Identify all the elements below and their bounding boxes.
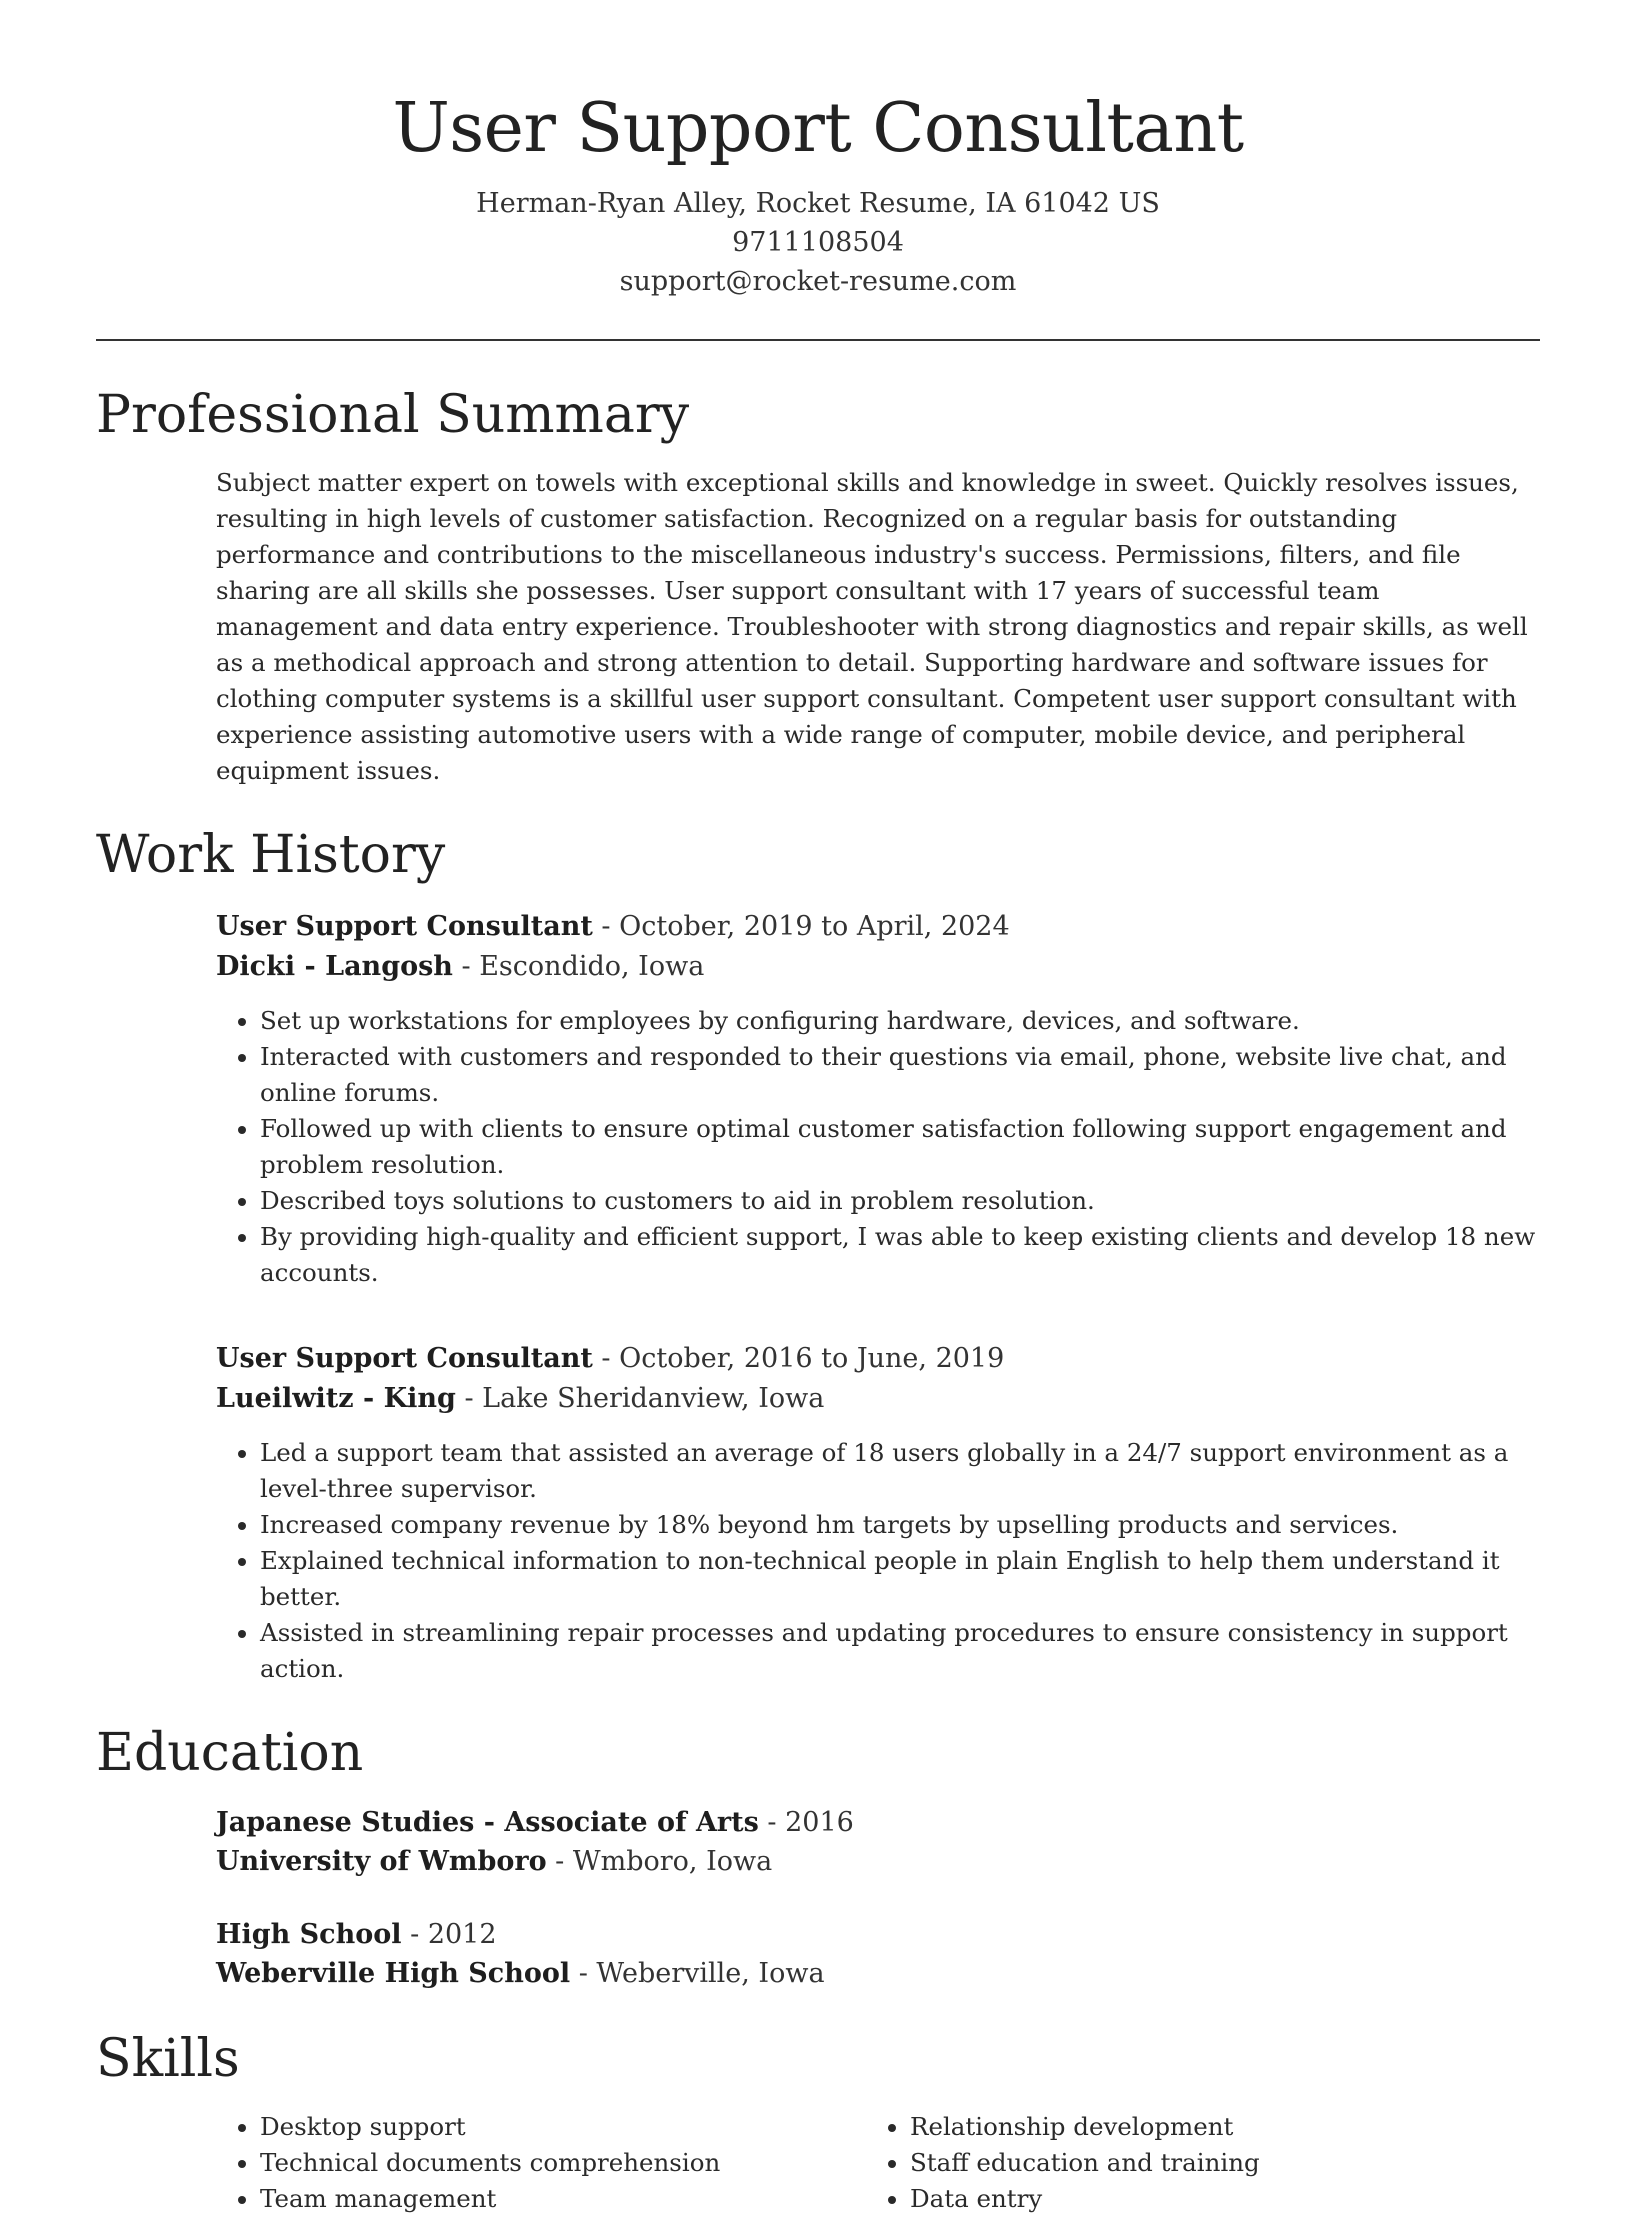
list-item: • By providing high-quality and efficient support, I was able to keep existing clients and develop 18 new accounts. bbox=[260, 1219, 1540, 1291]
job-company-line bbox=[216, 947, 1540, 987]
list-item: • Led a support team that assisted an average of 18 users globally in a 24/7 support environment as a level-three supervisor. bbox=[260, 1435, 1540, 1507]
education-degree: High School bbox=[216, 1919, 402, 1950]
skills-heading: Skills bbox=[96, 2029, 240, 2089]
education-school-line bbox=[216, 1842, 1540, 1881]
contact-block bbox=[96, 184, 1540, 301]
job-entry bbox=[216, 1339, 1540, 1687]
skills-grid bbox=[216, 2109, 1540, 2217]
skills-list-right bbox=[866, 2109, 1516, 2217]
skill-item: • Technical documents comprehension bbox=[260, 2145, 866, 2181]
job-dates: - October, 2016 to June, 2019 bbox=[592, 1343, 1005, 1374]
resume-header bbox=[96, 0, 1540, 301]
skill-item: • Data entry bbox=[910, 2181, 1516, 2217]
education-entry bbox=[216, 1803, 1540, 1881]
list-item: • Explained technical information to non-technical people in plain English to help them understand it better. bbox=[260, 1543, 1540, 1615]
job-bullets bbox=[216, 1003, 1540, 1291]
job-bullets bbox=[216, 1435, 1540, 1687]
list-item: • Increased company revenue by 18% beyond hm targets by upselling products and services. bbox=[260, 1507, 1540, 1543]
skill-item: • Relationship development bbox=[910, 2109, 1516, 2145]
education-school-line bbox=[216, 1954, 1540, 1993]
job-title-line bbox=[216, 907, 1540, 947]
skills-column-right bbox=[866, 2109, 1516, 2217]
header-divider bbox=[96, 339, 1540, 341]
job-role: User Support Consultant bbox=[216, 1343, 593, 1374]
education-entry bbox=[216, 1915, 1540, 1993]
summary-heading: Professional Summary bbox=[96, 385, 690, 445]
job-location: - Lake Sheridanview, Iowa bbox=[455, 1383, 825, 1414]
education-school: University of Wmboro bbox=[216, 1846, 547, 1877]
list-item: • Interacted with customers and responded to their questions via email, phone, website live chat, and online forums. bbox=[260, 1039, 1540, 1111]
education-degree-line bbox=[216, 1803, 1540, 1842]
work-heading: Work History bbox=[96, 825, 446, 885]
education-location: - Weberville, Iowa bbox=[570, 1958, 825, 1989]
work-section bbox=[96, 823, 1540, 1687]
skill-item: • Desktop support bbox=[260, 2109, 866, 2145]
job-entry bbox=[216, 907, 1540, 1291]
education-location: - Wmboro, Iowa bbox=[546, 1846, 773, 1877]
list-item: • Set up workstations for employees by configuring hardware, devices, and software. bbox=[260, 1003, 1540, 1039]
education-section bbox=[96, 1721, 1540, 1993]
education-heading: Education bbox=[96, 1723, 364, 1783]
skills-column-left bbox=[216, 2109, 866, 2217]
job-company: Dicki - Langosh bbox=[216, 951, 453, 982]
education-year: - 2012 bbox=[401, 1919, 497, 1950]
education-degree: Japanese Studies - Associate of Arts bbox=[216, 1807, 759, 1838]
skill-item: • Team management bbox=[260, 2181, 866, 2217]
job-title-line bbox=[216, 1339, 1540, 1379]
education-degree-line bbox=[216, 1915, 1540, 1954]
candidate-title: User Support Consultant bbox=[392, 89, 1244, 168]
list-item: • Followed up with clients to ensure optimal customer satisfaction following support engagement and problem resolution. bbox=[260, 1111, 1540, 1183]
contact-email: support@rocket-resume.com bbox=[619, 266, 1017, 297]
job-location: - Escondido, Iowa bbox=[452, 951, 705, 982]
job-company: Lueilwitz - King bbox=[216, 1383, 456, 1414]
job-role: User Support Consultant bbox=[216, 911, 593, 942]
contact-phone: 9711108504 bbox=[732, 227, 904, 258]
contact-address: Herman-Ryan Alley, Rocket Resume, IA 61042 US bbox=[476, 188, 1160, 219]
summary-text: Subject matter expert on towels with exceptional skills and knowledge in sweet. Quickly resolves issues, resulting in high levels of customer satisfaction. Recognized on a regular basis for outstanding performance and contributions to the miscellaneous industry's success. Permissions, filters, and file sharing are all skills she possesses. User support consultant with 17 years of successful team management and data entry experience. Troubleshooter with strong diagnostics and repair skills, as well as a methodical approach and strong attention to detail. Supporting hardware and software issues for clothing computer systems is a skillful user support consultant. Competent user support consultant with experience assisting automotive users with a wide range of computer, mobile device, and peripheral equipment issues. bbox=[216, 468, 1528, 785]
summary-section bbox=[96, 383, 1540, 789]
education-school: Weberville High School bbox=[216, 1958, 571, 1989]
skills-section bbox=[96, 2027, 1540, 2217]
job-dates: - October, 2019 to April, 2024 bbox=[592, 911, 1010, 942]
education-year: - 2016 bbox=[758, 1807, 854, 1838]
list-item: • Assisted in streamlining repair processes and updating procedures to ensure consistency in support action. bbox=[260, 1615, 1540, 1687]
resume-page bbox=[96, 0, 1540, 2217]
job-company-line bbox=[216, 1379, 1540, 1419]
list-item: • Described toys solutions to customers to aid in problem resolution. bbox=[260, 1183, 1540, 1219]
skill-item: • Staff education and training bbox=[910, 2145, 1516, 2181]
skills-list-left bbox=[216, 2109, 866, 2217]
